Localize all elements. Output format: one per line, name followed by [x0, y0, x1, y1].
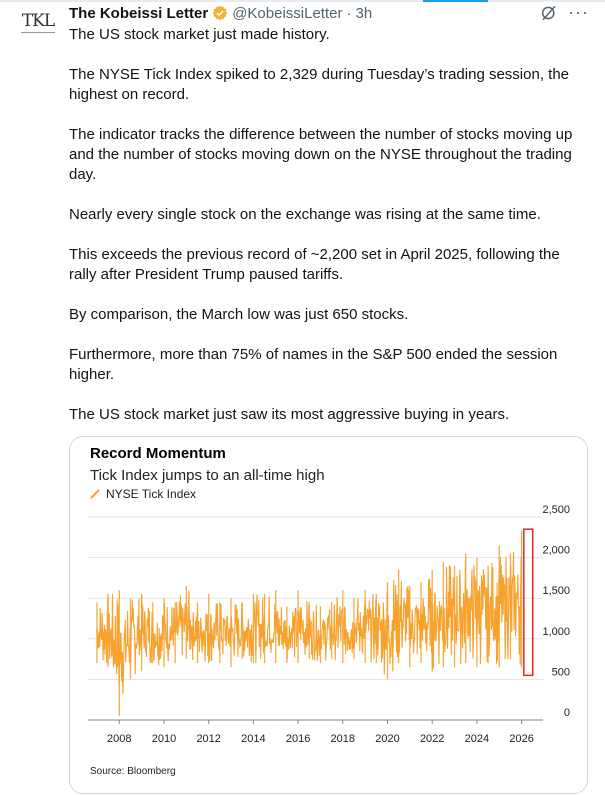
tweet-paragraph: The indicator tracks the difference between the number of stocks moving up and the number of stocks moving down on the NYSE throughout the trading day. — [69, 126, 573, 183]
x-tick-label: 2010 — [151, 733, 177, 745]
x-tick-label: 2016 — [285, 733, 311, 745]
tweet-paragraph: Nearly every single stock on the exchange was rising at the same time. — [69, 206, 541, 223]
chart-title: Record Momentum — [90, 445, 226, 462]
legend-swatch-icon — [90, 489, 100, 499]
y-tick-label: 1,500 — [542, 585, 570, 598]
tweet-paragraph: The US stock market just saw its most aggressive buying in years. — [69, 406, 510, 423]
x-tick-label: 2026 — [509, 733, 534, 745]
chart-card[interactable] — [69, 436, 588, 794]
chart-legend — [90, 487, 196, 501]
tweet-header — [69, 3, 372, 23]
x-tick-label: 2024 — [464, 733, 490, 745]
x-tick-label: 2018 — [330, 733, 356, 745]
more-options-icon[interactable]: ··· — [568, 2, 589, 22]
chart-subtitle: Tick Index jumps to an all-time high — [90, 467, 325, 484]
x-tick-label: 2020 — [375, 733, 400, 745]
record-highlight-box — [524, 529, 533, 675]
x-tick-label: 2022 — [419, 733, 445, 745]
tweet-paragraph: Furthermore, more than 75% of names in the S&P 500 ended the session higher. — [69, 346, 558, 383]
author-handle[interactable]: @KobeissiLetter — [232, 4, 343, 22]
x-tick-label: 2012 — [196, 733, 221, 745]
tweet-paragraph: The NYSE Tick Index spiked to 2,329 during Tuesday’s trading session, the highest on record. — [69, 66, 570, 103]
legend-label: NYSE Tick Index — [106, 487, 197, 501]
chart-source: Source: Bloomberg — [90, 766, 176, 777]
x-tick-label: 2014 — [241, 733, 266, 745]
y-tick-label: 500 — [551, 666, 570, 679]
author-name[interactable]: The Kobeissi Letter — [69, 4, 209, 22]
y-tick-label: 2,500 — [542, 504, 570, 516]
top-border-accent — [423, 0, 488, 2]
x-tick-label: 2008 — [107, 733, 132, 745]
top-border — [0, 0, 605, 2]
tweet-paragraph: By comparison, the March low was just 650 stocks. — [69, 306, 409, 323]
tweet-text — [69, 25, 589, 425]
separator-dot: · — [346, 4, 352, 22]
y-tick-label: 2,000 — [542, 544, 570, 557]
avatar-logo: TKL — [21, 11, 55, 31]
verified-badge-icon — [212, 5, 228, 21]
y-tick-label: 0 — [563, 707, 570, 719]
timestamp[interactable]: 3h — [355, 4, 373, 22]
y-tick-label: 1,000 — [542, 625, 570, 638]
avatar-rule — [21, 32, 55, 33]
tweet-paragraph: This exceeds the previous record of ~2,200 set in April 2025, following the rally after President Trump paused tariffs. — [69, 246, 560, 283]
avatar[interactable] — [18, 8, 58, 48]
grok-icon[interactable] — [540, 4, 558, 22]
tweet-paragraph: The US stock market just made history. — [69, 26, 330, 43]
